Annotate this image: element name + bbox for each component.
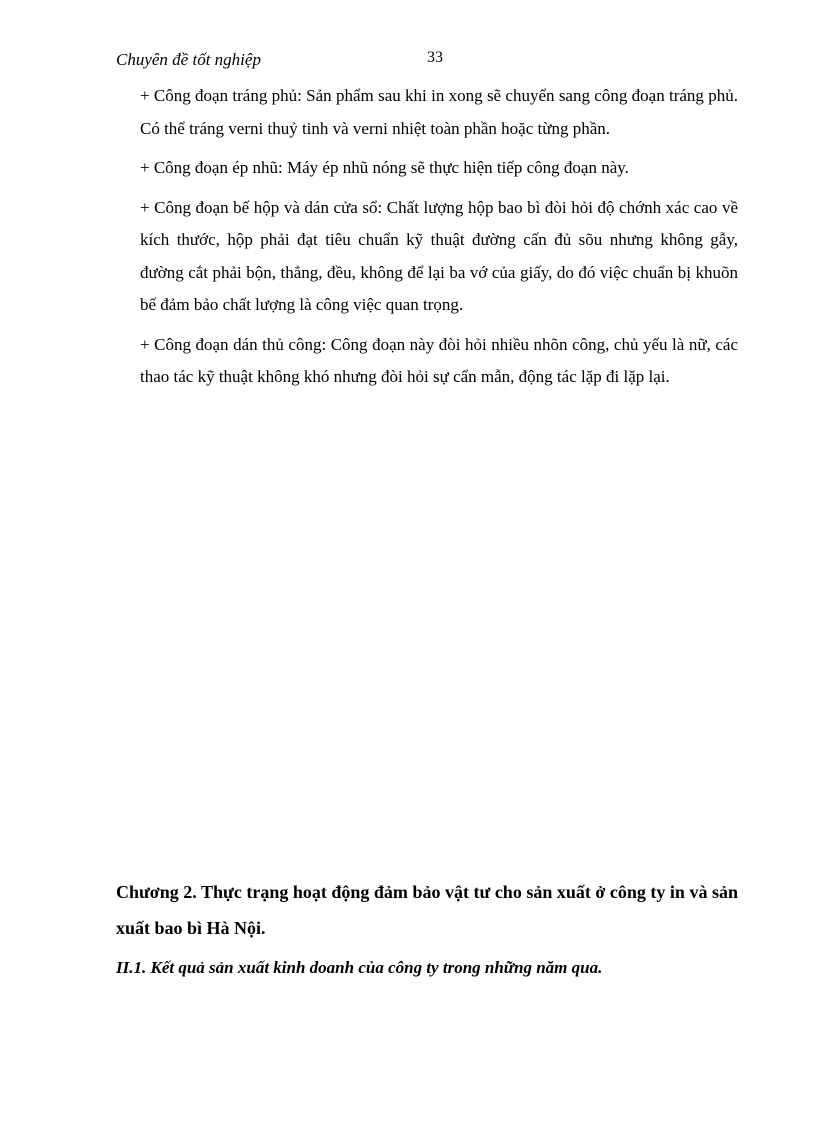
chapter-heading: Chương 2. Thực trạng hoạt động đảm bảo vật tư cho sản xuất ở công ty in và sản xuất bao bì Hà Nội.	[116, 882, 738, 938]
paragraph-dan-thu-cong: + Công đoạn dán thủ công: Công đoạn này đòi hỏi nhiều nhõn công, chủ yếu là nữ, các thao tác kỹ thuật không khó nhưng đòi hỏi sự cẩn mẫn, động tác lặp đi lặp lại.	[140, 334, 738, 386]
body-text	[140, 80, 738, 401]
running-header: Chuyên đề tốt nghiệp	[116, 50, 261, 69]
paragraph-ep-nhu: + Công đoạn ép nhũ: Máy ép nhũ nóng sẽ thực hiện tiếp công đoạn này.	[140, 158, 629, 177]
section-heading: II.1. Kết quả sản xuất kinh doanh của công ty trong những năm qua.	[116, 958, 603, 977]
paragraph-trang-phu: + Công đoạn tráng phủ: Sản phẩm sau khi in xong sẽ chuyển sang công đoạn tráng phủ. Có thể tráng verni thuỷ tinh và verni nhiệt toàn phần hoặc từng phần.	[140, 86, 738, 138]
page-number: 33	[427, 49, 443, 66]
paragraph-be-hop: + Công đoạn bế hộp và dán cửa sổ: Chất lượng hộp bao bì đòi hỏi độ chớnh xác cao về kích thước, hộp phải đạt tiêu chuẩn kỹ thuật đường cấn đủ sõu nhưng không gẫy, đường cắt phải bộn, thẳng, đều, không để lại ba vớ của giấy, do đó việc chuẩn bị khuõn bế đảm bảo chất lượng là công việc quan trọng.	[140, 197, 738, 314]
